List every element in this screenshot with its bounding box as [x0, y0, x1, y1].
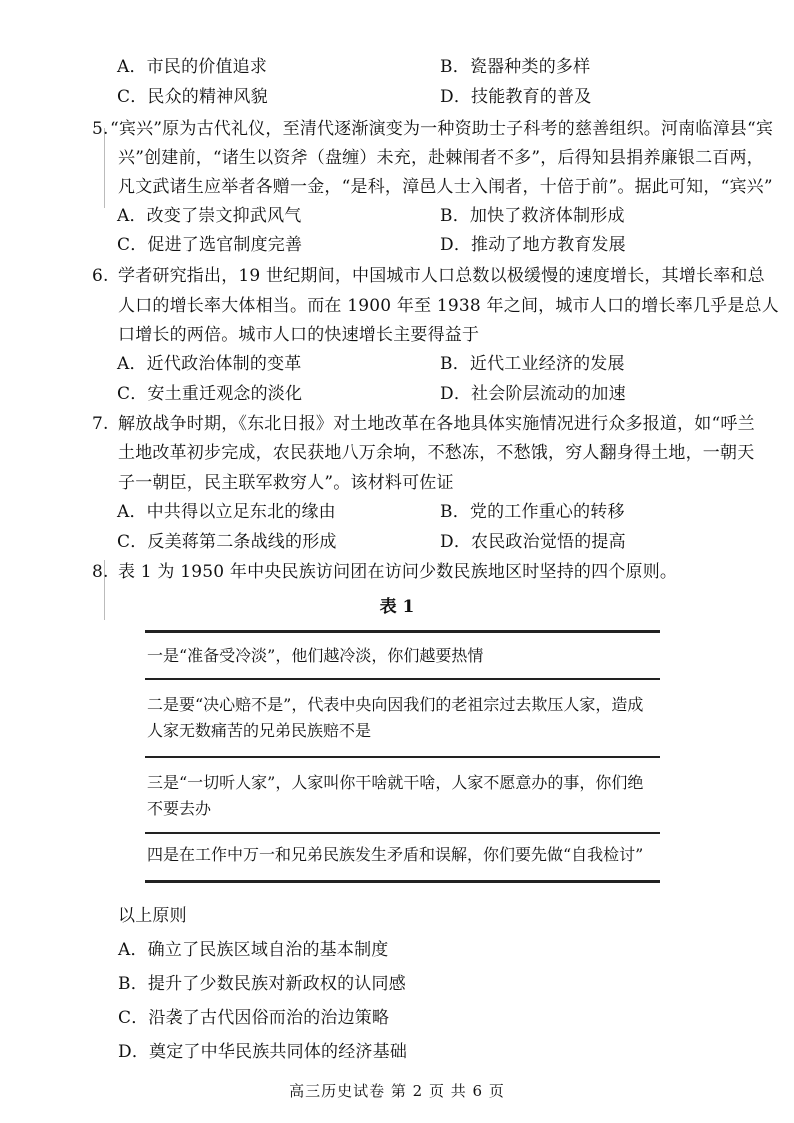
q7-option-c: C．反美蒋第二条战线的形成 — [117, 532, 337, 552]
q5-stem-line3: 凡文武诸生应举者各赠一金，“是科，漳邑人士入闱者，十倍于前”。据此可知，“宾兴” — [118, 177, 773, 197]
q5-option-b: B．加快了救济体制形成 — [440, 206, 625, 226]
q7-stem-line3: 子一朝臣，民主联军救穷人”。该材料可佐证 — [118, 473, 454, 493]
table-bottom-rule — [145, 880, 660, 883]
q8-stem-after: 以上原则 — [118, 906, 187, 926]
table-top-rule — [145, 630, 660, 633]
q5-stem-line1: “宾兴”原为古代礼仪，至清代逐渐演变为一种资助士子科考的慈善组织。河南临漳县“宾 — [110, 119, 774, 139]
margin-mark — [104, 128, 105, 208]
table-row-divider — [145, 832, 660, 834]
q8-option-c: C．沿袭了古代因俗而治的治边策略 — [118, 1008, 390, 1028]
q6-option-d: D．社会阶层流动的加速 — [440, 384, 626, 404]
q4-option-c: C．民众的精神风貌 — [117, 87, 268, 107]
q4-option-d: D．技能教育的普及 — [440, 87, 592, 107]
table-row-divider — [145, 678, 660, 680]
q7-stem-line1: 解放战争时期，《东北日报》对土地改革在各地具体实施情况进行众多报道，如“呼兰 — [118, 414, 755, 434]
q5-stem-line2: 兴”创建前，“诸生以资斧（盘缠）未充，赴棘闱者不多”，后得知县捐养廉银二百两， — [118, 148, 764, 168]
q8-stem-line1: 表 1 为 1950 年中央民族访问团在访问少数民族地区时坚持的四个原则。 — [118, 562, 678, 582]
q4-option-b: B．瓷器种类的多样 — [440, 57, 591, 77]
q8-option-a: A．确立了民族区域自治的基本制度 — [118, 940, 389, 960]
q5-option-a: A．改变了崇文抑武风气 — [117, 206, 302, 226]
q6-option-b: B．近代工业经济的发展 — [440, 354, 625, 374]
table-title: 表 1 — [379, 597, 415, 617]
q5-option-d: D．推动了地方教育发展 — [440, 235, 626, 255]
q5-number: 5. — [92, 119, 109, 139]
q7-option-a: A．中共得以立足东北的缘由 — [117, 502, 336, 522]
q6-option-c: C．安土重迁观念的淡化 — [117, 384, 303, 404]
page-footer: 高三历史试卷 第 2 页 共 6 页 — [289, 1082, 505, 1100]
table-row-1: 一是“准备受冷淡”，他们越冷淡，你们越要热情 — [147, 646, 484, 665]
q6-stem-line3: 口增长的两倍。城市人口的快速增长主要得益于 — [118, 325, 480, 345]
table-row-2: 二是要“决心赔不是”，代表中央向因我们的老祖宗过去欺压人家，造成人家无数痛苦的兄弟民族赔不是 — [147, 695, 644, 740]
q4-option-a: A．市民的价值追求 — [117, 57, 268, 77]
q7-stem-line2: 土地改革初步完成，农民获地八万余垧，不愁冻，不愁饿，穷人翻身得土地，一朝天 — [118, 443, 755, 463]
q6-stem-line1: 学者研究指出，19 世纪期间，中国城市人口总数以极缓慢的速度增长，其增长率和总 — [118, 266, 765, 286]
q8-option-b: B．提升了少数民族对新政权的认同感 — [118, 974, 406, 994]
table-row-4: 四是在工作中万一和兄弟民族发生矛盾和误解，你们要先做“自我检讨” — [147, 845, 644, 864]
q8-option-d: D．奠定了中华民族共同体的经济基础 — [118, 1042, 408, 1062]
table-row-divider — [145, 756, 660, 758]
q6-number: 6. — [92, 266, 109, 286]
q7-number: 7. — [92, 414, 109, 434]
q6-stem-line2: 人口的增长率大体相当。而在 1900 年至 1938 年之间，城市人口的增长率几乎是总人 — [118, 296, 779, 316]
q7-option-d: D．农民政治觉悟的提高 — [440, 532, 626, 552]
table-row-3: 三是“一切听人家”，人家叫你干啥就干啥，人家不愿意办的事，你们绝不要去办 — [147, 773, 644, 818]
q6-option-a: A．近代政治体制的变革 — [117, 354, 302, 374]
q5-option-c: C．促进了选官制度完善 — [117, 235, 303, 255]
q8-number: 8. — [92, 562, 109, 582]
q7-option-b: B．党的工作重心的转移 — [440, 502, 625, 522]
